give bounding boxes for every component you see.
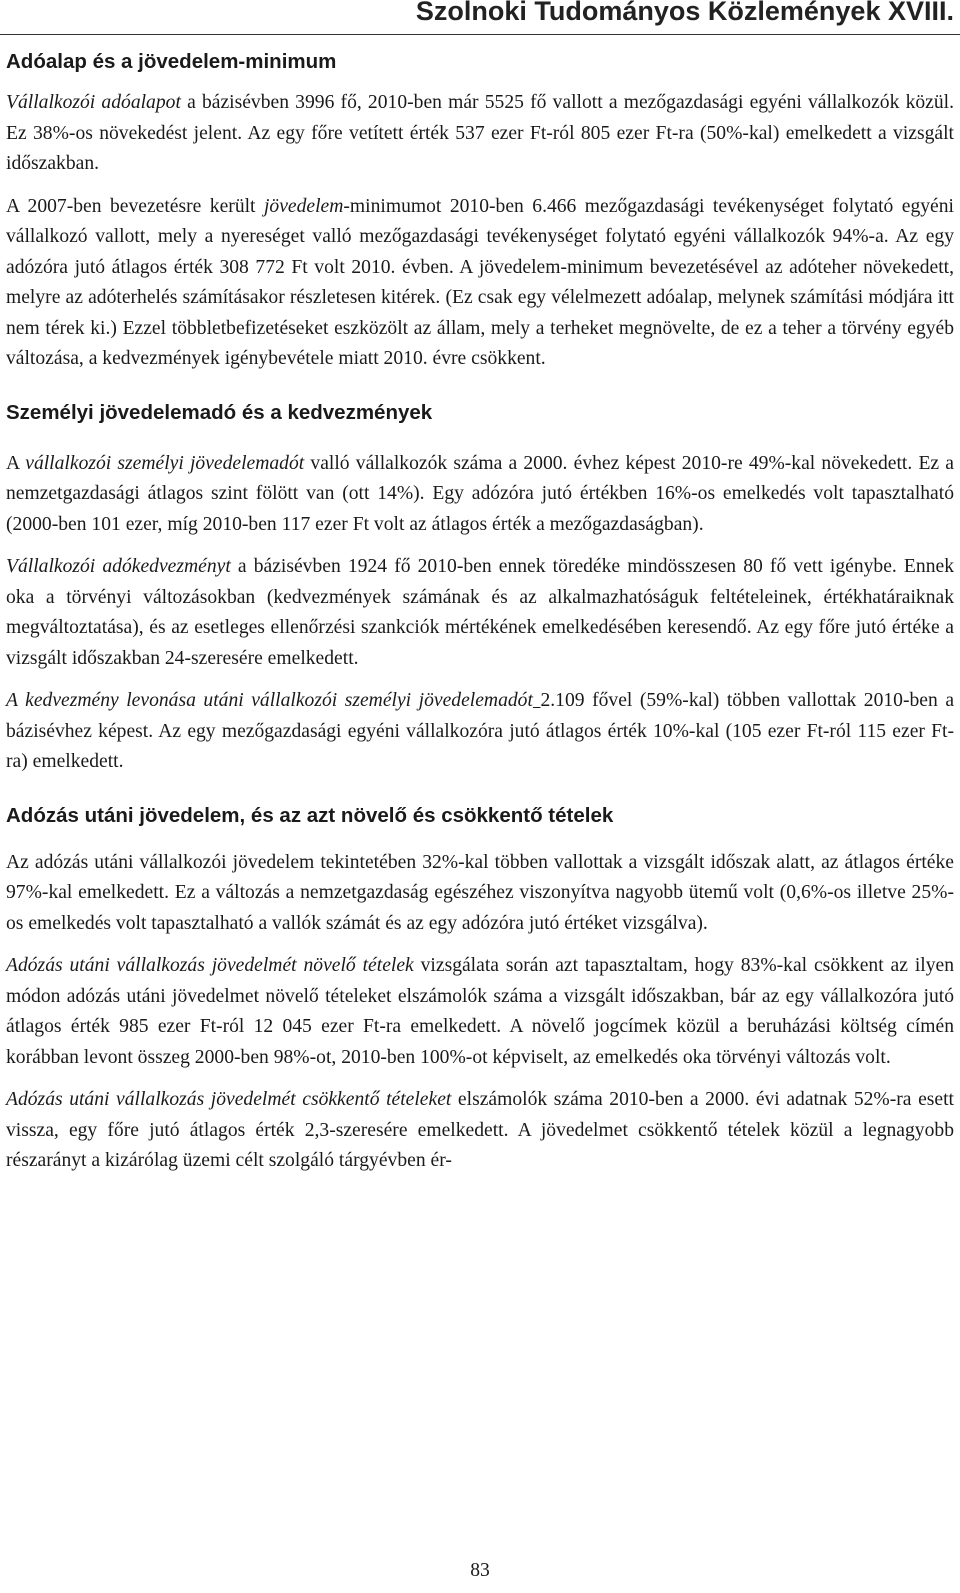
paragraph-text: -minimumot 2010-ben 6.466 mezőgazdasági tevékenységet folytató egyéni vállalkozó vallott, mely a nyereséget valló mezőgazdasági tevékenységet folytató egyéni vállalkozók 94%-a. Az egy adózóra jutó átlagos érték 308 772 Ft volt 2010. évben. A jövedelem-minimum bevezetésével az adóteher növekedett, melyre az adóterhelés számításakor részletesen kitérek. (Ez csak egy vélelmezett adóalap, melynek számítási módjára itt nem térek ki.) Ezzel többletbefizetéseket eszközölt az állam, mely a terheket megnövelte, de ez a teher a törvény egyéb változása, a kedvezmények igénybevétele miatt 2010. évre csökkent. [6,195,954,369]
italic-term: jövedelem [263,195,344,217]
page-header [0,0,960,38]
paragraph-text: valló vállalkozók száma a 2000. évhez képest 2010-re 49%-kal növekedett. Ez a nemzetgazdasági átlagos szint fölött van (ott 14%). Egy adózóra jutó értékben 16%-os emelkedés volt tapasztalható (2000-ben 101 ezer, míg 2010-ben 117 ezer Ft volt az átlagos érték a mezőgazdaságban). [6,452,954,535]
paragraph [6,951,954,1073]
paragraph [6,192,954,375]
paragraph [6,848,954,940]
italic-term: Adózás utáni vállalkozás jövedelmét növelő tételek [6,955,414,976]
header-divider [0,34,960,35]
paragraph-text: a bázisévben 3996 fő, 2010-ben már 5525 fő vallott a mezőgazdasági egyéni vállalkozók közül. Ez 38%-os növekedést jelent. Az egy főre vetített érték 537 ezer Ft-ról 805 ezer Ft-ra (50%-kal) emelkedett a vizsgált időszakban. [6,92,955,174]
section-heading-adoalap: Adóalap és a jövedelem-minimum [6,50,337,73]
journal-title: Szolnoki Tudományos Közlemények XVIII. [415,0,954,26]
paragraph [6,1085,954,1177]
paragraph [6,449,954,541]
paragraph [6,552,954,674]
paragraph [6,88,954,180]
article-body [6,48,954,1177]
italic-term: Adózás utáni vállalkozás jövedelmét csökkentő tételeket [6,1089,452,1110]
italic-term: Vállalkozói adóalapot [6,92,181,113]
page-number: 83 [470,1560,490,1581]
paragraph-text: 2.109 fővel (59%-kal) többen vallottak 2010-ben a bázisévhez képest. Az egy mezőgazdasági egyéni vállalkozóra jutó átlagos érték 10%-kal (105 ezer Ft-ról 115 ezer Ft-ra) emelkedett. [6,690,955,772]
paragraph [6,686,954,778]
paragraph-text: Az adózás utáni vállalkozói jövedelem tekintetében 32%-kal többen vallottak a vizsgált időszak alatt, az átlagos értéke 97%-kal emelkedett. Ez a változás a nemzetgazdaság egészéhez viszonyítva nagyobb ütemű volt (0,6%-os illetve 25%-os emelkedés volt tapasztalható a vallók számát és az egy adózóra jutó értéket vizsgálva). [6,851,954,934]
paragraph-text: A 2007-ben bevezetésre került [6,195,264,217]
italic-term: Vállalkozói adókedvezményt [6,556,231,577]
paragraph-text: elszámolók száma 2010-ben a 2000. évi adatnak 52%-ra esett vissza, egy főre jutó átlagos érték 2,3-szeresére emelkedett. A jövedelmet csökkentő tételek közül a legnagyobb részarányt a kizárólag üzemi célt szolgáló tárgyévben ér- [6,1089,954,1171]
paragraph-text: A [6,452,26,474]
section-heading-szja: Személyi jövedelemadó és a kedvezmények [6,400,433,424]
paragraph-text: vizsgálata során azt tapasztaltam, hogy 83%-kal csökkent az ilyen módon adózás utáni jövedelmet növelő tételeket elszámolók száma a vizsgált időszakban, bár az egy vállalkozóra jutó átlagos érték 985 ezer Ft-ról 12 045 ezer Ft-ra emelkedett. A növelő jogcímek közül a beruházási költség címén korábban levont összeg 2000-ben 98%-ot, 2010-ben 100%-ot képviselt, az emelkedés oka törvényi változás volt. [6,955,954,1068]
italic-term: vállalkozói személyi jövedelemadót [25,452,305,474]
section-heading-adozas-utani: Adózás utáni jövedelem, és az azt növelő és csökkentő tételek [6,803,614,827]
italic-term: A kedvezmény levonása utáni vállalkozói személyi jövedelemadót [6,690,533,711]
paragraph-text: a bázisévben 1924 fő 2010-ben ennek töredéke mindösszesen 80 fő vett igénybe. Ennek oka a törvényi változásokban (kedvezmények számának és az alkalmazhatóságuk feltételeinek, értékhatáraiknak megváltoztatása), és az esetleges ellenőrzési szankciók mértékének emelkedésében keresendő. Az egy főre jutó értéke a vizsgált időszakban 24-szeresére emelkedett. [6,556,954,669]
